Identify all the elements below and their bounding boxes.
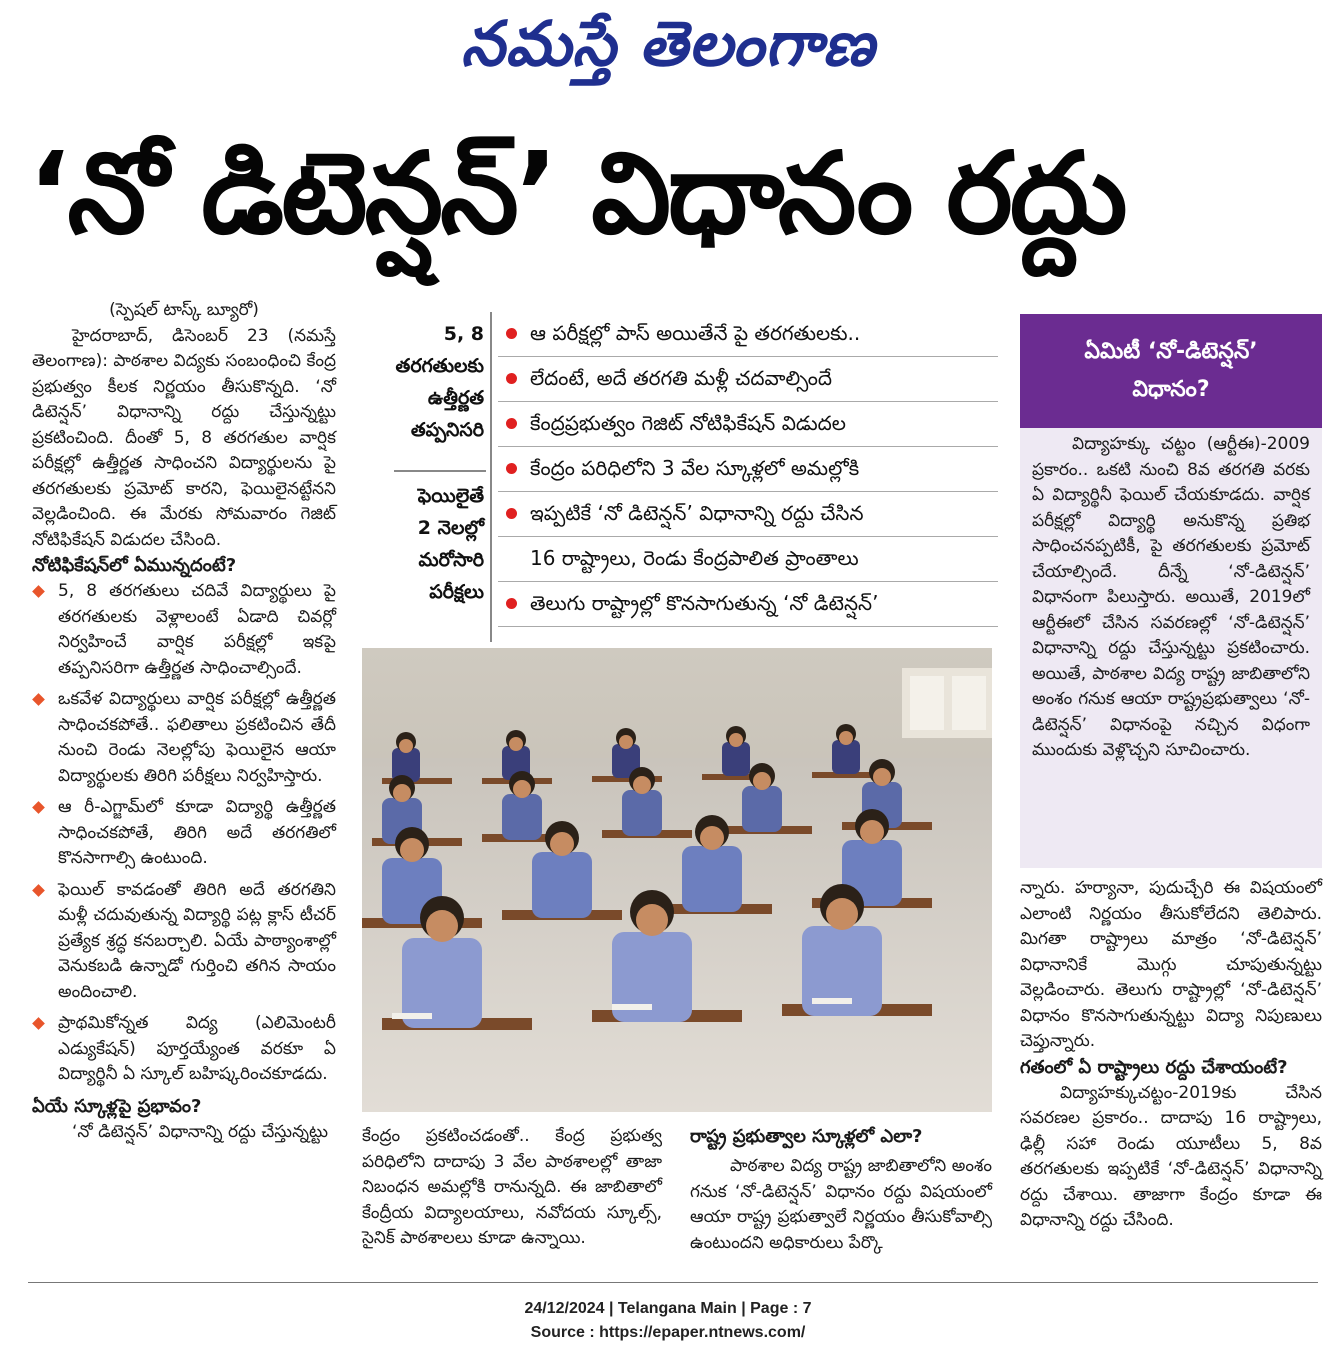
list-item: 5, 8 తరగతులు చదివే విద్యార్థులు పై తరగతులకు వెళ్లాలంటే ఏడాది చివర్లో నిర్వహించే వార్షిక పరీక్షల్లో ఇకపై తప్పనిసరిగా ఉత్తీర్ణత సాధించాల్సిందే. bbox=[32, 579, 336, 681]
diamond-bullet-icon bbox=[32, 1017, 45, 1030]
red-dot-icon bbox=[506, 508, 517, 519]
past-states-text: విద్యాహక్కుచట్టం-2019కు చేసిన సవరణల ప్రకారం.. దాదాపు 16 రాష్ట్రాలు, ఢిల్లీ సహా రెండు యూటీలు 5, 8వ తరగతులకు ఇప్పటికే ‘నో-డిటెన్షన్’ విధానాన్ని రద్దు చేశాయి. తాజాగా కేంద్రం కూడా ఈ విధానాన్ని రద్దు చేసింది. bbox=[1020, 1082, 1322, 1230]
diamond-bullet-icon bbox=[32, 801, 45, 814]
explainer-box-title: ఏమిటీ ‘నో-డిటెన్షన్’ విధానం? bbox=[1020, 314, 1322, 428]
masthead-logo: నమస్తే తెలంగాణ bbox=[460, 7, 876, 80]
side-label-pass-mandatory: 5, 8 తరగతులకు ఉత్తీర్ణత తప్పనిసరి bbox=[395, 323, 484, 441]
key-point: కేంద్రం పరిధిలోని 3 వేల స్కూళ్లలో అమల్లోకి bbox=[498, 447, 998, 492]
key-point: లేదంటే, అదే తరగతి మళ్లీ చదవాల్సిందే bbox=[498, 357, 998, 402]
headline: ‘నో డిటెన్షన్’ విధానం రద్దు bbox=[28, 129, 1125, 259]
diamond-bullet-icon bbox=[32, 585, 45, 598]
key-point: కేంద్రప్రభుత్వం గెజిట్ నోటిఫికేషన్ విడుదల bbox=[498, 402, 998, 447]
notification-list bbox=[32, 579, 336, 1088]
side-label-reexam: ఫెయిలైతే 2 నెలల్లో మరోసారి పరీక్షలు bbox=[417, 485, 484, 603]
state-schools-text: పాఠశాల విద్య రాష్ట్ర జాబితాలోని అంశం గనుక ‘నో-డిటెన్షన్’ విధానం రద్దు విషయంలో ఆయా రాష్ట్ర ప్రభుత్వాలే నిర్ణయం తీసుకోవాల్సి ఉంటుందని అధికారులు పేర్కొ bbox=[690, 1156, 992, 1253]
subhead-notification: నోటిఫికేషన్‌లో ఏమున్నదంటే? bbox=[32, 555, 237, 576]
red-dot-icon bbox=[506, 598, 517, 609]
footer-source: Source : https://epaper.ntnews.com/ bbox=[530, 1324, 806, 1341]
article-tail: ‘నో డిటెన్షన్’ విధానాన్ని రద్దు చేస్తున్నట్టు bbox=[72, 1121, 329, 1142]
footer-divider bbox=[28, 1282, 1318, 1283]
column-center-left bbox=[362, 1124, 662, 1252]
subhead-schools: ఏయే స్కూళ్లపై ప్రభావం? bbox=[32, 1095, 202, 1117]
column-right bbox=[1020, 876, 1322, 1234]
byline: (స్పెషల్ టాస్క్ బ్యూరో) bbox=[109, 300, 259, 320]
list-item: ఆ రీ-ఎగ్జామ్‌లో కూడా విద్యార్థి ఉత్తీర్ణత సాధించకపోతే, తిరిగి అదే తరగతిలో కొనసాగాల్సి ఉంటుంది. bbox=[32, 795, 336, 872]
column-center-right bbox=[690, 1124, 992, 1256]
key-point: తెలుగు రాష్ట్రాల్లో కొనసాగుతున్న ‘నో డిటెన్షన్’ bbox=[498, 582, 998, 627]
red-dot-icon bbox=[506, 463, 517, 474]
exam-hall-photo bbox=[362, 648, 992, 1112]
subhead-state-schools: రాష్ట్ర ప్రభుత్వాల స్కూళ్లలో ఎలా? bbox=[690, 1126, 923, 1147]
divider bbox=[490, 312, 492, 642]
list-item: ఫెయిల్ కావడంతో తిరిగి అదే తరగతిని మళ్లీ చదువుతున్న విద్యార్థి పట్ల క్లాస్ టీచర్ ప్రత్యేక శ్రద్ధ కనబర్చాలి. ఏయే పాఠ్యాంశాల్లో వెనుకబడి ఉన్నాడో గుర్తించి తగిన సాయం అందించాలి. bbox=[32, 878, 336, 1006]
explainer-box-body: విద్యాహక్కు చట్టం (ఆర్టీఈ)-2009 ప్రకారం.. ఒకటి నుంచి 8వ తరగతి వరకు ఏ విద్యార్థినీ ఫెయిల్ చేయకూడదు. వార్షిక పరీక్షల్లో విద్యార్థి అనుకొన్న ప్రతిభ సాధించనప్పటికీ, పై తరగతులకు ప్రమోట్ చేయాల్సిందే. దీన్నే ‘నో-డిటెన్షన్’ విధానంగా పిలుస్తారు. అయితే, 2019లో ఆర్టీఈలో చేసిన సవరణల్లో ‘నో-డిటెన్షన్’ విధానాన్ని రద్దు చేస్తున్నట్టు ప్రకటించారు. అయితే, పాఠశాల విద్య రాష్ట్ర జాబితాలోని అంశం గనుక ఆయా రాష్ట్రప్రభుత్వాలు ‘నో-డిటెన్షన్’ విధానంపై నచ్చిన విధంగా ముందుకు వెళ్లొచ్చని సూచించారు. bbox=[1020, 428, 1322, 868]
key-points bbox=[498, 312, 998, 627]
footer-date-edition: 24/12/2024 | Telangana Main | Page : 7 bbox=[524, 1300, 812, 1317]
list-item: ప్రాథమికోన్నత విద్య (ఎలిమెంటరీ ఎడ్యుకేషన్) పూర్తయ్యేంత వరకూ ఏ విద్యార్థినీ ఏ స్కూల్ బహిష్కరించకూడదు. bbox=[32, 1011, 336, 1088]
column-left bbox=[32, 298, 336, 1145]
diamond-bullet-icon bbox=[32, 884, 45, 897]
divider bbox=[394, 470, 486, 472]
key-point: ఇప్పటికే ‘నో డిటెన్షన్’ విధానాన్ని రద్దు చేసిన bbox=[498, 492, 998, 537]
article-continuation: కేంద్రం ప్రకటించడంతో.. కేంద్ర ప్రభుత్వ పరిధిలోని దాదాపు 3 వేల పాఠశాలల్లో తాజా నిబంధన అమల్లోకి రానున్నది. ఈ జాబితాలో కేంద్రీయ విద్యాలయాలు, నవోదయ స్కూల్స్, సైనిక్ పాఠశాలలు కూడా ఉన్నాయి. bbox=[362, 1126, 662, 1248]
article-intro: హైదరాబాద్, డిసెంబర్ 23 (నమస్తే తెలంగాణ): పాఠశాల విద్యకు సంబంధించి కేంద్ర ప్రభుత్వం కీలక నిర్ణయం తీసుకొన్నది. ‘నో డిటెన్షన్’ విధానాన్ని రద్దు చేస్తున్నట్టు ప్రకటించింది. దీంతో 5, 8 తరగతుల వార్షిక పరీక్షల్లో ఉత్తీర్ణత సాధించని విద్యార్థులను పై తరగతులకు ప్రమోట్ కారని, ఫెయిలైనట్టేనని వెల్లడించింది. ఈ మేరకు సోమవారం గెజిట్ నోటిఫికేషన్ విడుదల చేసింది. bbox=[32, 325, 336, 550]
diamond-bullet-icon bbox=[32, 693, 45, 706]
red-dot-icon bbox=[506, 328, 517, 339]
list-item: ఒకవేళ విద్యార్థులు వార్షిక పరీక్షల్లో ఉత్తీర్ణత సాధించకపోతే.. ఫలితాలు ప్రకటించిన తేదీ నుంచి రెండు నెలల్లోపు ఫెయిలైన ఆయా విద్యార్థులకు తిరిగి పరీక్షలు నిర్వహిస్తారు. bbox=[32, 687, 336, 789]
red-dot-icon bbox=[506, 373, 517, 384]
key-point: ఆ పరీక్షల్లో పాస్ అయితేనే పై తరగతులకు.. bbox=[498, 312, 998, 357]
article-continuation-right: న్నారు. హర్యానా, పుదుచ్చేరి ఈ విషయంలో ఎలాంటి నిర్ణయం తీసుకోలేదని తెలిపారు. మిగతా రాష్ట్రాలు మాత్రం ‘నో-డిటెన్షన్’ విధానానికే మొగ్గు చూపుతున్నట్టు వెల్లడించారు. తెలుగు రాష్ట్రాల్లో ‘నో-డిటెన్షన్’ విధానం కొనసాగుతున్నట్టు విద్యా నిపుణులు చెప్తున్నారు. bbox=[1020, 878, 1322, 1051]
key-point-continued: 16 రాష్ట్రాలు, రెండు కేంద్రపాలిత ప్రాంతాలు bbox=[498, 537, 998, 582]
subhead-past-states: గతంలో ఏ రాష్ట్రాలు రద్దు చేశాయంటే? bbox=[1020, 1056, 1288, 1078]
red-dot-icon bbox=[506, 418, 517, 429]
